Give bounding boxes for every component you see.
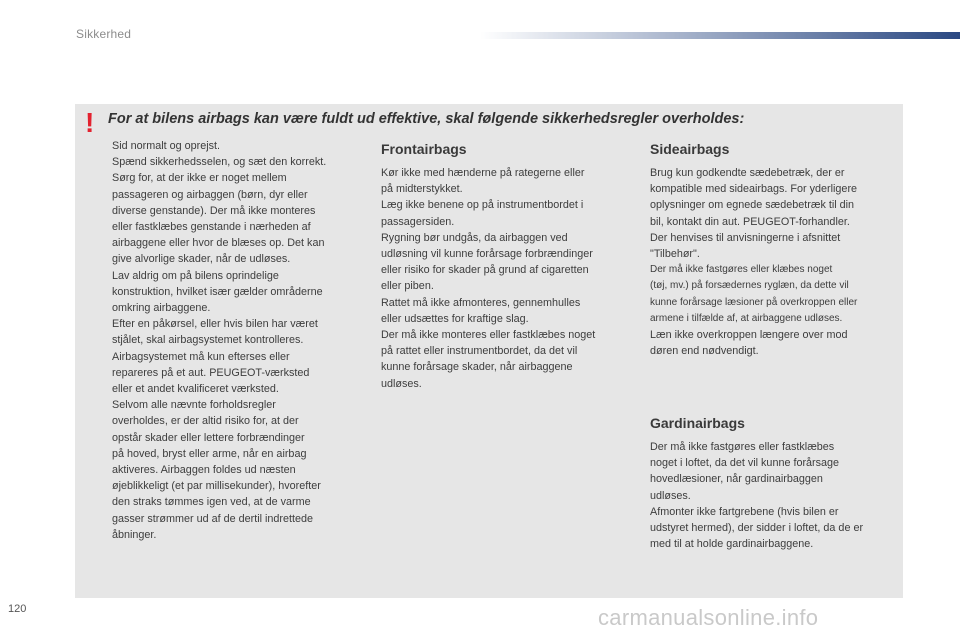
frontairbags-heading: Frontairbags — [381, 141, 467, 157]
sideairbags-end-text — [650, 327, 900, 359]
text-line: åbninger. — [112, 528, 157, 541]
frontairbags-text — [381, 165, 636, 392]
text-line: Der må ikke monteres eller fastklæbes noget — [381, 329, 596, 342]
text-line: den straks tømmes igen ved, at de varme — [112, 496, 311, 509]
text-line: Brug kun godkendte sædebetræk, der er — [650, 167, 845, 179]
text-line: opstår skader eller lettere forbrændinger — [112, 431, 305, 444]
text-line: eller udsættes for kraftige slag. — [381, 312, 529, 325]
text-line: hovedlæsioner, når gardinairbaggen — [650, 473, 823, 486]
exclamation-icon: ! — [85, 107, 95, 138]
frontairbags-column — [381, 140, 636, 392]
section-title: Sikkerhed — [76, 27, 132, 41]
gardinairbags-column — [650, 414, 900, 552]
text-line: eller et andet kvalificeret værksted. — [112, 383, 279, 396]
text-line: udstyret hermed), der sidder i loftet, da de er — [650, 522, 864, 535]
text-line: passageren og airbaggen (børn, dyr eller — [112, 188, 308, 201]
text-line: Sørg for, at der ikke er noget mellem — [112, 172, 287, 185]
text-line: Læg ikke benene op på instrumentbordet i — [381, 199, 584, 212]
text-line: repareres på et aut. PEUGEOT-værksted — [112, 366, 310, 379]
page-number: 120 — [8, 603, 27, 615]
text-line: øjeblikkeligt (et par millisekunder), hvorefter — [112, 480, 321, 493]
text-line: Selvom alle nævnte forholdsregler — [112, 399, 276, 412]
gardinairbags-text — [650, 439, 900, 552]
text-line: kompatible med sideairbags. For yderligere — [650, 183, 858, 196]
text-line: Sid normalt og oprejst. — [112, 140, 221, 152]
text-line: passagersiden. — [381, 215, 455, 228]
text-line: Airbagsystemet må kun efterses eller — [112, 350, 290, 363]
panel-heading: For at bilens airbags kan være fuldt ud effektive, skal følgende sikkerhedsregler overholdes: — [108, 111, 745, 127]
text-line: udløsning vil kunne forårsage forbrændinger — [381, 248, 593, 261]
text-line: Kør ikke med hænderne på rategerne eller — [381, 167, 585, 179]
sideairbags-small-text — [650, 262, 900, 327]
sideairbags-text — [650, 165, 900, 262]
text-line: Der må ikke fastgøres eller fastklæbes — [650, 441, 835, 453]
general-rules-text — [112, 138, 367, 543]
text-line: med til at holde gardinairbaggene. — [650, 538, 814, 551]
text-line: diverse genstande). Der må ikke monteres — [112, 204, 316, 217]
text-line: give alvorlige skader, når de udløses. — [112, 253, 291, 266]
text-line: eller fastklæbes genstande i nærheden af — [112, 221, 311, 234]
text-line: oplysninger om egnede sædebetræk til din — [650, 199, 855, 212]
text-line: Der henvises til anvisningerne i afsnittet — [650, 231, 841, 244]
text-line: konstruktion, hvilket især gælder områderne — [112, 285, 323, 298]
text-line: Rygning bør undgås, da airbaggen ved — [381, 231, 568, 244]
text-line: udløses. — [381, 377, 422, 390]
text-line: armene i tilfælde af, at airbaggene udløses. — [650, 312, 843, 324]
header-gradient-bar — [480, 32, 960, 39]
text-line: eller piben. — [381, 280, 434, 293]
text-line: omkring airbaggene. — [112, 302, 211, 315]
text-line: Afmonter ikke fartgrebene (hvis bilen er — [650, 505, 839, 518]
text-line: gasser strømmer ud af de dertil indrettede — [112, 512, 314, 525]
text-line: på midterstykket. — [381, 183, 463, 196]
text-line: aktiveres. Airbaggen foldes ud næsten — [112, 464, 296, 477]
text-line: døren end nødvendigt. — [650, 345, 759, 358]
text-line: eller risiko for skader på grund af cigaretten — [381, 264, 589, 277]
text-line: Efter en påkørsel, eller hvis bilen har været — [112, 318, 318, 331]
text-line: (tøj, mv.) på forsædernes ryglæn, da dette vil — [650, 280, 849, 292]
text-line: på rattet eller instrumentbordet, da det vil — [381, 345, 578, 358]
text-line: airbaggene eller hvor de blæses op. Det kan — [112, 237, 325, 250]
gardinairbags-heading: Gardinairbags — [650, 415, 745, 431]
general-rules-column — [112, 138, 367, 543]
text-line: bil, kontakt din aut. PEUGEOT-forhandler. — [650, 215, 850, 228]
text-line: overholdes, er der altid risiko for, at der — [112, 415, 299, 428]
text-line: noget i loftet, da det vil kunne forårsage — [650, 457, 840, 470]
text-line: udløses. — [650, 489, 691, 502]
watermark: carmanualsonline.info — [598, 605, 819, 630]
sideairbags-heading: Sideairbags — [650, 141, 730, 157]
text-line: "Tilbehør". — [650, 248, 700, 261]
text-line: stjålet, skal airbagsystemet kontrolleres. — [112, 334, 304, 347]
text-line: på hoved, bryst eller arme, når en airbag — [112, 447, 307, 460]
text-line: Der må ikke fastgøres eller klæbes noget — [650, 264, 833, 276]
text-line: kunne forårsage skader, når airbaggene — [381, 361, 573, 374]
sideairbags-column — [650, 140, 900, 359]
text-line: Rattet må ikke afmonteres, gennemhulles — [381, 296, 581, 309]
text-line: Læn ikke overkroppen længere over mod — [650, 329, 848, 342]
text-line: kunne forårsage læsioner på overkroppen eller — [650, 296, 858, 308]
text-line: Lav aldrig om på bilens oprindelige — [112, 269, 279, 282]
text-line: Spænd sikkerhedsselen, og sæt den korrekt. — [112, 156, 327, 169]
safety-warning-panel — [75, 104, 903, 598]
